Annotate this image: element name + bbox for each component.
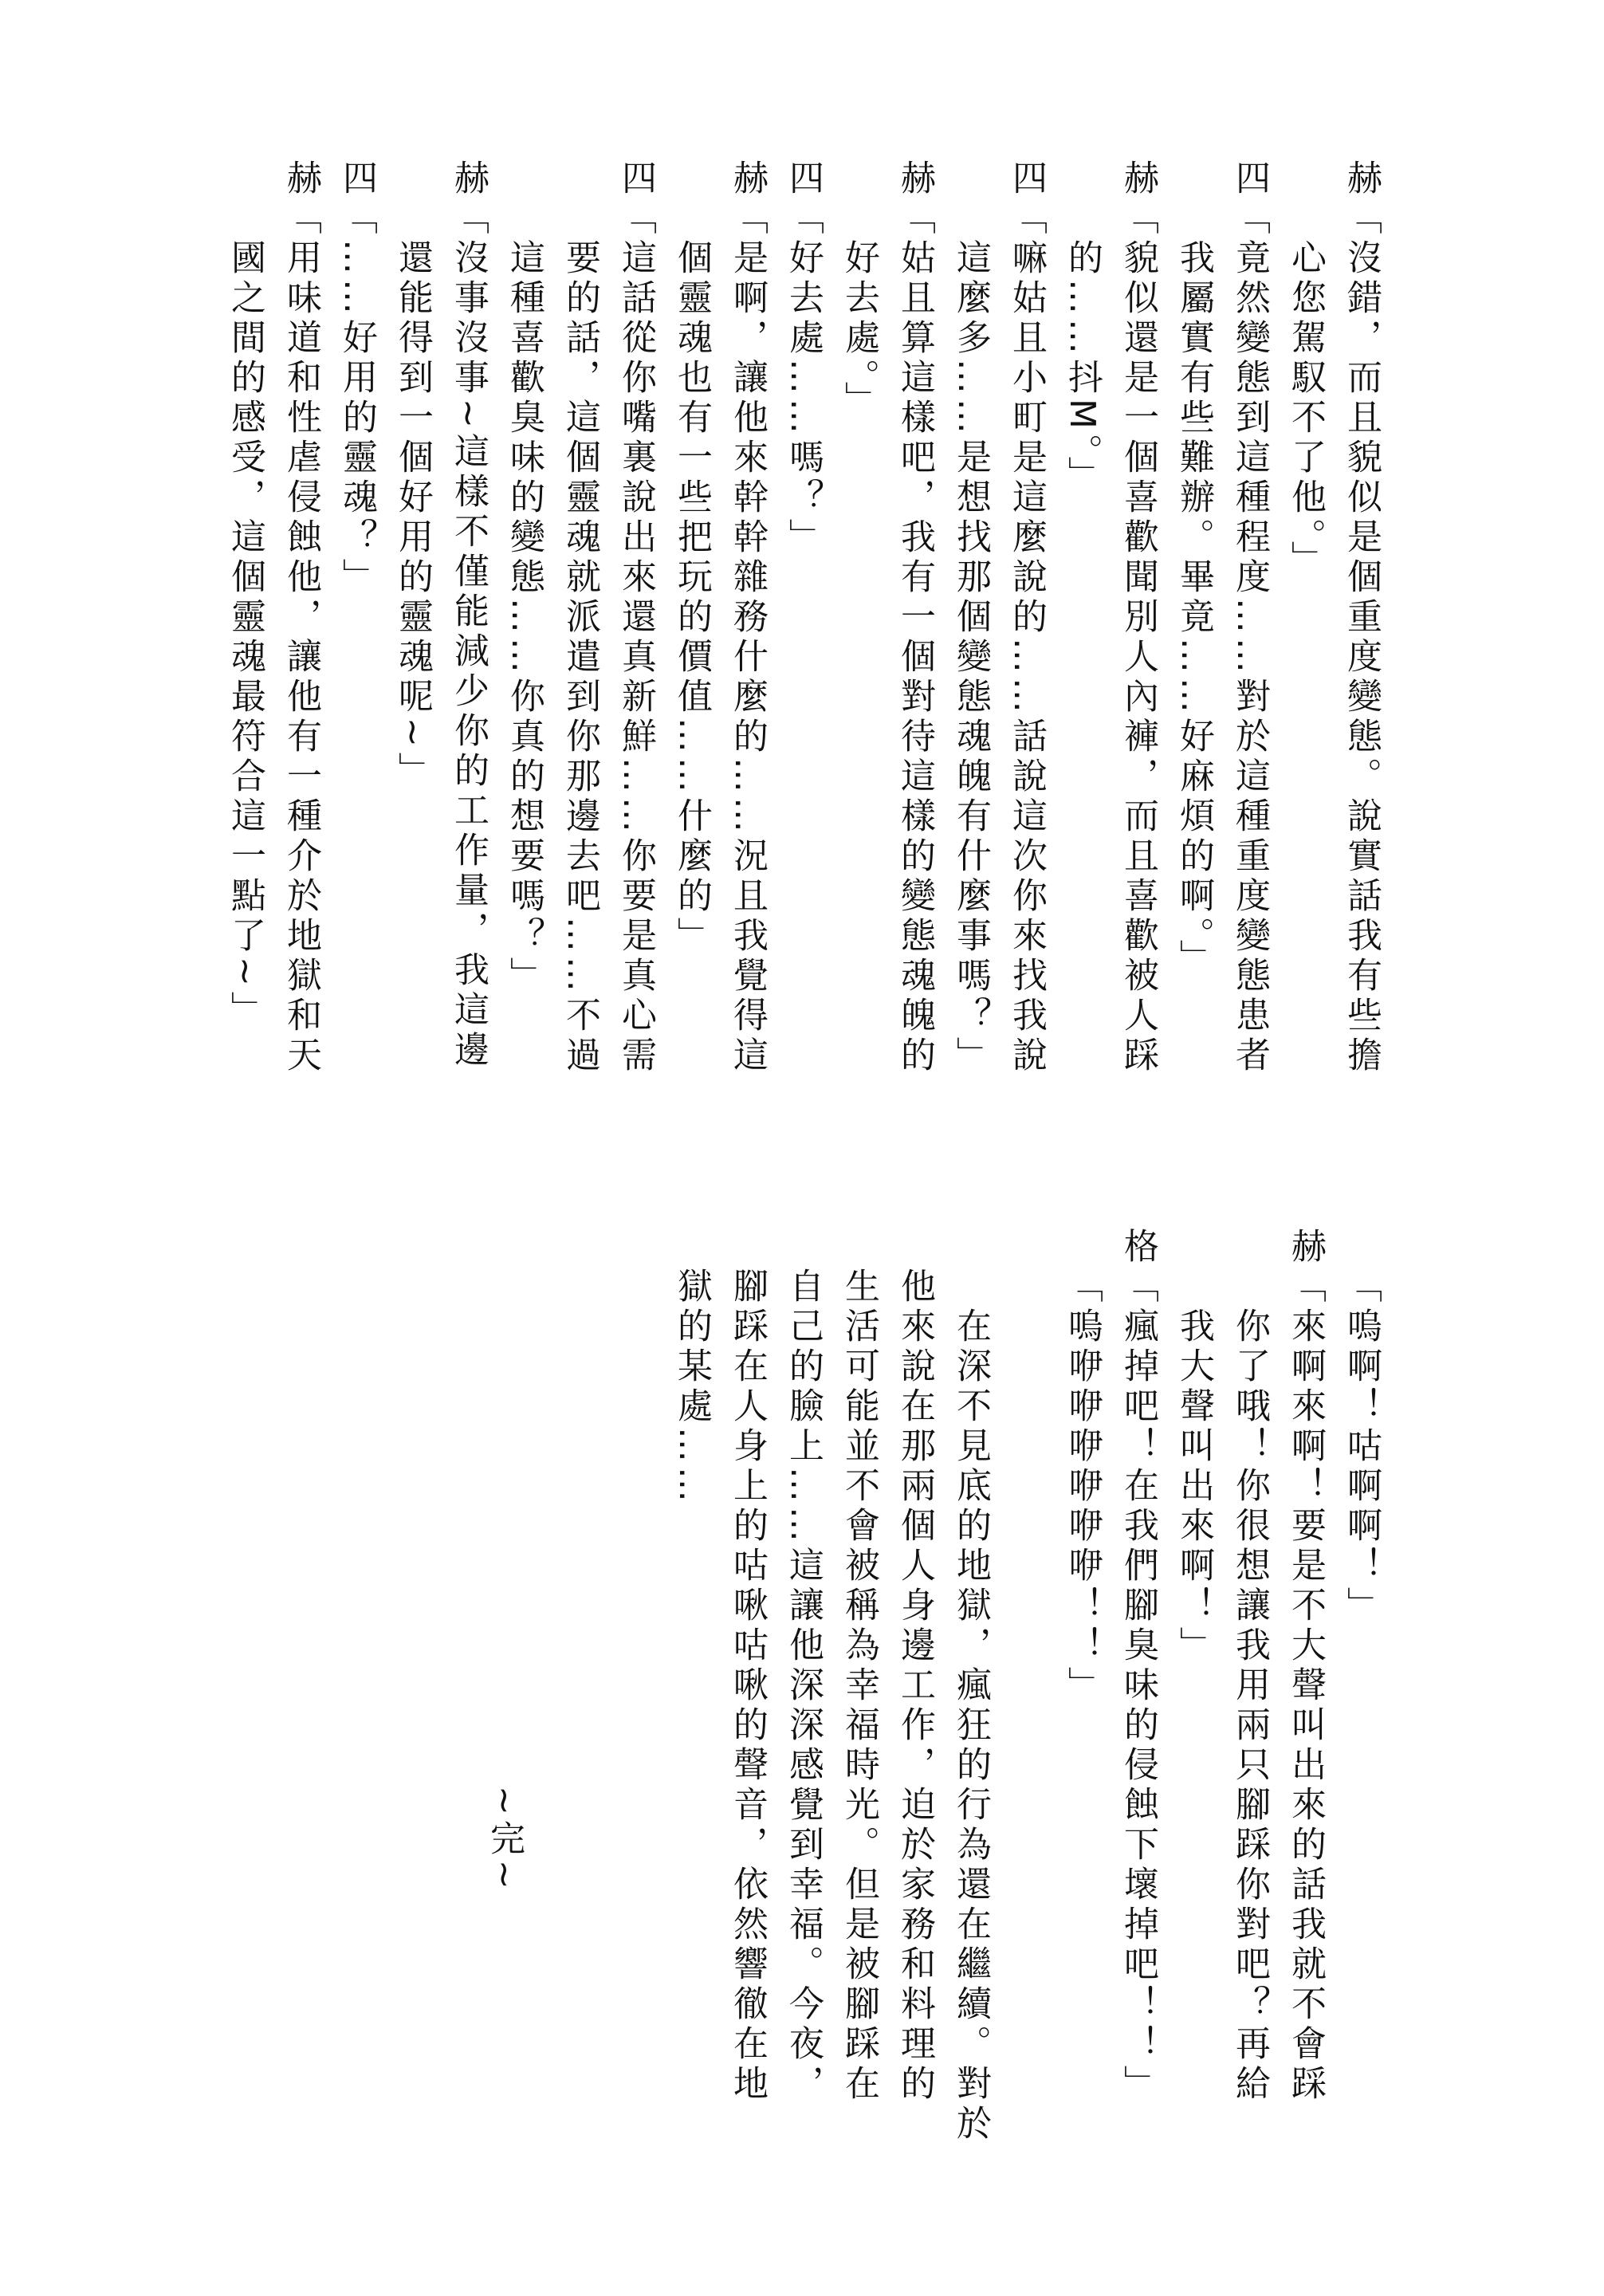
speaker-label: 赫 <box>894 159 935 199</box>
column-text: 「嗚咿咿咿咿咿咿！！」 <box>1062 1268 1103 1706</box>
speaker-label: 赫 <box>727 159 768 199</box>
speaker-label <box>1054 159 1110 199</box>
column-text: 這麼多……是想找那個變態魂魄有什麼事嗎？」 <box>950 199 991 1076</box>
column-text: 「用味道和性虐侵蝕他，讓他有一種介於地獄和天 <box>281 199 321 1076</box>
speaker-label <box>217 159 273 199</box>
column-text: 「是啊，讓他來幹幹雜務什麼的……況且我覺得這 <box>727 199 768 1076</box>
text-column <box>1166 1228 1221 2160</box>
column-text: 個靈魂也有一些把玩的價值……什麼的」 <box>671 199 712 957</box>
text-column <box>998 1228 1054 2160</box>
speaker-label <box>942 159 998 199</box>
speaker-label <box>942 1228 998 1268</box>
text-column <box>440 159 496 1092</box>
speaker-label <box>831 1228 887 1268</box>
column-text: 腳踩在人身上的咕啾咕啾的聲音，依然響徹在地 <box>727 1268 768 2105</box>
text-column <box>663 1228 719 2160</box>
speaker-label: 赫 <box>281 159 321 199</box>
column-text: 「好去處……嗎？」 <box>783 199 824 558</box>
text-column <box>328 159 384 1092</box>
column-text: 你了哦！你很想讓我用兩只腳踩你對吧？再給 <box>1229 1268 1270 2105</box>
speaker-label <box>552 159 607 199</box>
speaker-label: 四 <box>1006 159 1047 199</box>
speaker-label: 四 <box>615 159 656 199</box>
text-column <box>1054 159 1110 1092</box>
text-column <box>552 159 607 1092</box>
text-column <box>384 159 440 1092</box>
speaker-label <box>831 159 887 199</box>
column-text: 我屬實有些難辦。畢竟……好麻煩的啊。」 <box>1174 199 1214 979</box>
text-column <box>942 159 998 1092</box>
column-text: 自己的臉上……這讓他深深感覺到幸福。今夜， <box>783 1268 824 2105</box>
text-column <box>217 159 273 1092</box>
column-text: 「這話從你嘴裏說出來還真新鮮……你要是真心需 <box>615 199 656 1076</box>
speaker-label: 四 <box>1229 159 1270 199</box>
column-text: 「沒錯，而且貌似是個重度變態。說實話我有些擔 <box>1341 199 1382 1076</box>
column-text: 這種喜歡臭味的變態……你真的想要嗎？」 <box>504 199 544 997</box>
speaker-label <box>719 1228 775 1268</box>
text-column <box>496 159 552 1092</box>
column-text: 「來啊來啊！要是不大聲叫出來的話我就不會踩 <box>1285 1268 1326 2105</box>
lower-columns <box>663 1228 1389 2160</box>
speaker-label: 赫 <box>1341 159 1382 199</box>
speaker-label <box>775 1228 831 1268</box>
text-column <box>1221 1228 1277 2160</box>
text-column <box>1054 1228 1110 2160</box>
column-text: 「嘛姑且小町是這麼說的……話說這次你來找我說 <box>1006 199 1047 1076</box>
column-text: 他來說在那兩個人身邊工作，迫於家務和料理的 <box>894 1268 935 2105</box>
text-column <box>1110 1228 1166 2160</box>
speaker-label: 赫 <box>448 159 489 199</box>
speaker-label <box>663 159 719 199</box>
speaker-label <box>1166 159 1221 199</box>
lower-dialogue-block <box>552 1228 1500 2160</box>
text-column <box>1166 159 1221 1092</box>
speaker-label <box>1054 1228 1110 1268</box>
speaker-label <box>1277 159 1333 199</box>
column-text: 「姑且算這樣吧，我有一個對待這樣的變態魂魄的 <box>894 199 935 1076</box>
speaker-label <box>1333 1228 1389 1268</box>
speaker-label <box>1221 1228 1277 1268</box>
end-mark: ~完~ <box>484 1786 525 1894</box>
text-column <box>775 1228 831 2160</box>
text-column <box>775 159 831 1092</box>
column-text: 生活可能並不會被稱為幸福時光。但是被腳踩在 <box>839 1268 879 2105</box>
text-column <box>831 1228 887 2160</box>
column-text: 的……抖M。」 <box>1062 199 1103 496</box>
text-column <box>831 159 887 1092</box>
speaker-label <box>998 1228 1054 1268</box>
column-text: 「……好用的靈魂？」 <box>336 199 377 598</box>
column-text: 在深不見底的地獄，瘋狂的行為還在繼續。對於 <box>950 1268 991 2145</box>
column-text: 要的話，這個靈魂就派遣到你那邊去吧……不過 <box>560 199 600 1076</box>
speaker-label: 四 <box>336 159 377 199</box>
text-column <box>1277 1228 1333 2160</box>
text-column <box>1333 159 1389 1092</box>
text-column <box>719 159 775 1092</box>
upper-columns <box>217 159 1389 1092</box>
text-column <box>607 159 663 1092</box>
text-column <box>1221 159 1277 1092</box>
speaker-label: 赫 <box>1118 159 1158 199</box>
column-text: 還能得到一個好用的靈魂呢~」 <box>392 199 433 792</box>
column-text: 「沒事沒事~這樣不僅能減少你的工作量，我這邊 <box>448 199 489 1071</box>
column-text: 好去處。」 <box>839 199 879 421</box>
column-text: 「瘋掉吧！在我們腳臭味的侵蝕下壞掉吧！！」 <box>1118 1268 1158 2105</box>
text-column <box>1277 159 1333 1092</box>
column-text: 「嗚啊！咕啊啊！」 <box>1341 1268 1382 1626</box>
text-column <box>1110 159 1166 1092</box>
speaker-label: 格 <box>1118 1228 1158 1268</box>
speaker-label <box>663 1228 719 1268</box>
column-text: 獄的某處…… <box>671 1268 712 1507</box>
speaker-label <box>887 1228 942 1268</box>
text-column <box>887 159 942 1092</box>
column-text: 我大聲叫出來啊！」 <box>1174 1268 1214 1666</box>
text-column <box>719 1228 775 2160</box>
text-column <box>887 1228 942 2160</box>
speaker-label <box>496 159 552 199</box>
column-text: 國之間的感受，這個靈魂最符合這一點了~」 <box>225 199 265 1031</box>
column-text: 「貌似還是一個喜歡聞別人內褲，而且喜歡被人踩 <box>1118 199 1158 1076</box>
column-text: 心您駕馭不了他。」 <box>1285 199 1326 580</box>
column-text: 「竟然變態到這種程度……對於這種重度變態患者 <box>1229 199 1270 1076</box>
text-column <box>663 159 719 1092</box>
upper-dialogue-block <box>105 159 1500 1092</box>
text-column <box>998 159 1054 1092</box>
text-column <box>1333 1228 1389 2160</box>
text-column <box>273 159 328 1092</box>
speaker-label <box>1166 1228 1221 1268</box>
text-column <box>942 1228 998 2160</box>
speaker-label: 赫 <box>1285 1228 1326 1268</box>
speaker-label <box>384 159 440 199</box>
speaker-label: 四 <box>783 159 824 199</box>
